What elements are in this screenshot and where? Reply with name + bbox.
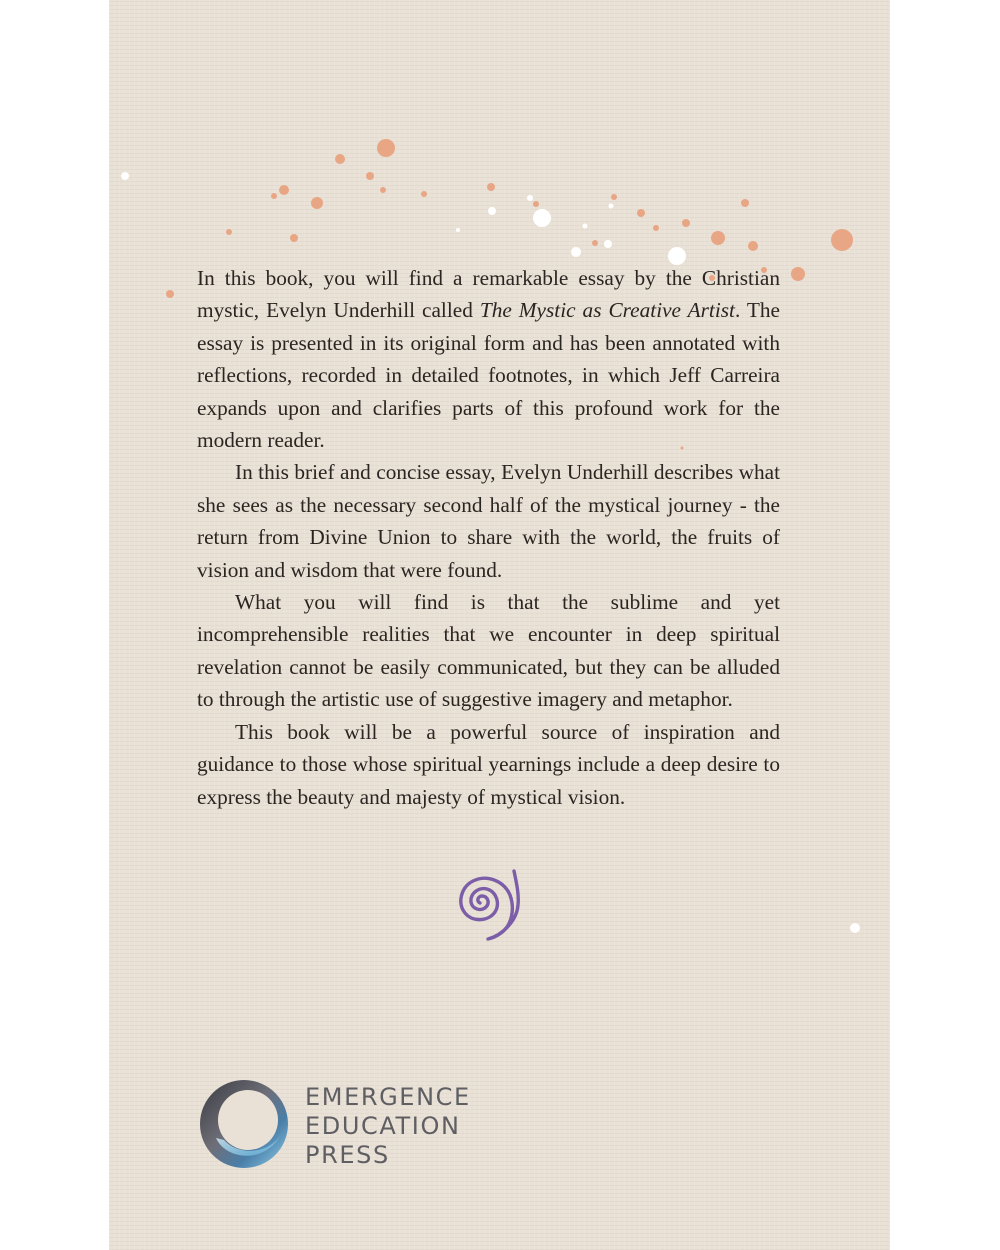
book-title-italic: The Mystic as Creative Artist (479, 298, 735, 323)
blurb-paragraph-4: This book will be a powerful source of inspiration and guidance to those whose spiritual yearnings include a deep desire to express the beauty and majesty of mystical vision. (197, 719, 780, 809)
blurb-p1-before: In this book, you will find a remarkable essay by the Christian mystic, Evelyn Underhill called (197, 266, 780, 323)
blurb-paragraph-2: In this brief and concise essay, Evelyn Underhill describes what she sees as the necessary second half of the mystical journey - the return from Divine Union to share with the world, the fruits of vision and wisdom that were found. (197, 460, 780, 582)
publisher-line-1: EMERGENCE (305, 1083, 471, 1111)
publisher-line-2: EDUCATION (305, 1112, 461, 1140)
back-cover (109, 0, 890, 1250)
blurb-paragraph-1 (197, 262, 780, 456)
publisher-wordmark (305, 1083, 471, 1170)
publisher-line-3: PRESS (305, 1141, 390, 1169)
ring-logo-icon (198, 1078, 290, 1170)
back-cover-blurb (197, 262, 780, 813)
spiral-icon (440, 865, 524, 941)
blurb-paragraph-3: What you will find is that the sublime and yet incomprehensible realities that we encounter in deep spiritual revelation cannot be easily communicated, but they can be alluded to through the artistic use of suggestive imagery and metaphor. (197, 590, 780, 712)
blurb-p1-after: . The essay is presented in its original form and has been annotated with reflections, recorded in detailed footnotes, in which Jeff Carreira expands upon and clarifies parts of this profound work for the modern reader. (197, 298, 780, 453)
